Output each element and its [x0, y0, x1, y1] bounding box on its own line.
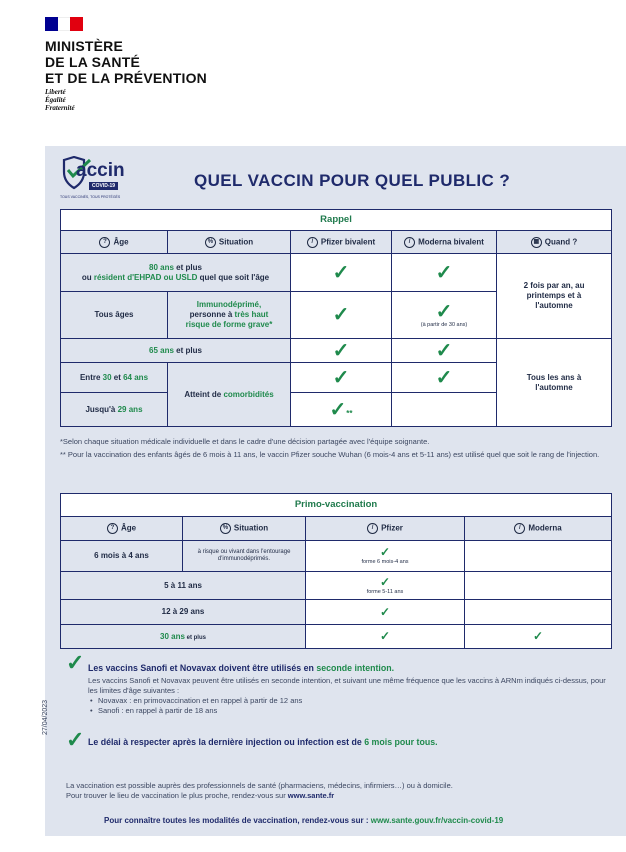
bullet-title [88, 737, 438, 747]
logo-tagline: TOUS VACCINÉS, TOUS PROTÉGÉS [60, 195, 121, 199]
moderna-cell [392, 292, 497, 339]
check-icon: ✓ [379, 545, 391, 559]
pfizer-cell [291, 393, 392, 427]
header-label: Moderna bivalent [418, 237, 484, 247]
motto-line: Fraternité [45, 104, 75, 112]
moderna-cell [392, 363, 497, 393]
primo-row3-age: 12 à 29 ans [61, 600, 306, 625]
pfizer-cell [291, 339, 392, 363]
text-part: Immunodéprimé, [196, 300, 262, 309]
footnote-ref: ** [346, 408, 353, 418]
text-part: personne à [189, 310, 235, 319]
ministry-line: DE LA SANTÉ [45, 54, 141, 70]
header-label: Situation [218, 237, 254, 247]
sante-fr-link[interactable]: www.sante.fr [287, 791, 335, 800]
contact-info [66, 781, 453, 801]
age-value: 80 ans [149, 262, 174, 272]
header-label: Pfizer [381, 523, 403, 533]
moderna-note: (à partir de 30 ans) [420, 321, 468, 328]
text-highlight: risque de forme grave* [185, 320, 273, 329]
quand-cell [497, 339, 612, 427]
text-part: Les vaccins Sanofi et Novavax doivent être utilisés en [88, 663, 317, 673]
syringe-icon: / [404, 237, 415, 248]
text-highlight: 6 mois pour tous. [364, 737, 438, 747]
text-part: Jusqu'à [85, 404, 118, 414]
header-label: Âge [120, 523, 137, 533]
age-value: 65 ans [149, 345, 174, 355]
bottom-info [104, 816, 503, 825]
check-icon: ✓ [332, 339, 350, 362]
moderna-cell [392, 339, 497, 363]
moderna-cell [465, 572, 612, 600]
check-icon: ✓ [379, 629, 391, 643]
text-highlight: très haut [234, 310, 269, 319]
age-icon: ? [99, 237, 110, 248]
rappel-row3-public [61, 339, 291, 363]
header-moderna [465, 517, 612, 541]
header-moderna [392, 231, 497, 254]
primo-row2-age: 5 à 11 ans [61, 572, 306, 600]
syringe-icon: / [307, 237, 318, 248]
age-rest: et plus [173, 262, 202, 272]
pfizer-cell [306, 625, 465, 649]
check-icon: ✓ [532, 629, 544, 643]
header-pfizer [306, 517, 465, 541]
check-icon: ✓ [435, 261, 453, 284]
logo-badge: COVID-19 [89, 182, 118, 190]
check-icon: ✓ [379, 604, 391, 619]
age-value: 64 ans [123, 372, 149, 382]
situation-icon: % [205, 237, 216, 248]
logo-word: accin [76, 160, 125, 181]
pfizer-cell [291, 363, 392, 393]
contact-line: La vaccination est possible auprès des professionnels de santé (pharmaciens, médecins, infirmiers…) ou à domicile. [66, 781, 453, 790]
primo-table [60, 493, 612, 649]
check-icon: ✓ [329, 398, 347, 421]
header-quand [497, 231, 612, 254]
pfizer-cell [306, 541, 465, 572]
text-part: Entre [79, 372, 103, 382]
text-part: Pour trouver le lieu de vaccination le plus proche, rendez-vous sur [66, 791, 288, 800]
vaccin-covid-link[interactable]: www.sante.gouv.fr/vaccin-covid-19 [370, 816, 504, 825]
check-icon: ✓ [332, 366, 350, 389]
header-age [61, 517, 183, 541]
ministry-line: MINISTÈRE [45, 38, 124, 54]
check-icon: ✓ [66, 650, 85, 675]
pfizer-note: forme 6 mois-4 ans [361, 559, 409, 565]
vaccin-covid-logo [60, 156, 130, 206]
document-date: 27/04/2023 [42, 699, 49, 735]
text-highlight: comorbidités [223, 389, 274, 399]
text-part: Pour connaître toutes les modalités de vaccination, rendez-vous sur : [104, 816, 371, 825]
moderna-cell [392, 254, 497, 292]
pfizer-cell [306, 572, 465, 600]
republic-motto [45, 88, 75, 112]
header-situation [183, 517, 306, 541]
text-part: et [111, 372, 124, 382]
rappel-row2-situation [168, 292, 291, 339]
pfizer-note: forme 5-11 ans [366, 588, 404, 595]
text-part: Atteint de [184, 389, 224, 399]
pfizer-cell [291, 254, 392, 292]
body-text: Les vaccins Sanofi et Novavax peuvent être utilisés en seconde intention, et suivant une même fréquence que les vaccins à ARNm indiqués ci-dessus, pour les limites d'âge suivantes : [88, 676, 606, 695]
page-title: QUEL VACCIN POUR QUEL PUBLIC ? [194, 171, 511, 190]
check-icon: ✓ [435, 366, 453, 389]
text-part: Le délai à respecter après la dernière injection ou infection est de [88, 737, 365, 747]
primo-row4-age [61, 625, 306, 649]
comorbidity-cell [168, 363, 291, 427]
ministry-name [45, 38, 207, 86]
age-value: 30 ans [160, 631, 185, 641]
quand-text: Tous les ans à l'automne [526, 372, 582, 392]
bullet-body [88, 676, 613, 716]
age-value: 29 ans [117, 404, 143, 414]
header-pfizer [291, 231, 392, 254]
check-icon: ✓ [332, 304, 350, 326]
header-age [61, 231, 168, 254]
header-label: Quand ? [544, 237, 578, 247]
pfizer-cell [291, 292, 392, 339]
primo-row1-age: 6 mois à 4 ans [61, 541, 183, 572]
republic-flag [45, 17, 83, 31]
check-icon: ✓ [379, 574, 391, 589]
quand-text: 2 fois par an, au printemps et à l'automne [523, 281, 585, 310]
text-highlight: résident d'EHPAD ou USLD [93, 272, 198, 282]
quand-cell [497, 254, 612, 339]
rappel-row2-age: Tous âges [61, 292, 168, 339]
age-rest: et plus [173, 345, 202, 355]
rappel-table [60, 209, 612, 427]
moderna-cell [392, 393, 497, 427]
motto-line: Liberté [45, 88, 66, 96]
primo-section-title: Primo-vaccination [61, 494, 612, 517]
contact-line [66, 791, 453, 801]
text-part: ou [81, 272, 94, 282]
pfizer-cell [306, 600, 465, 625]
check-icon: ✓ [332, 261, 350, 284]
situation-icon: % [220, 523, 231, 534]
rappel-row4-age [61, 363, 168, 393]
motto-line: Égalité [45, 96, 66, 104]
calendar-icon: ▦ [531, 237, 542, 248]
text-part: quel que soit l'âge [197, 272, 270, 282]
header-label: Pfizer bivalent [320, 237, 376, 247]
header-label: Âge [113, 237, 129, 247]
check-icon: ✓ [66, 727, 85, 752]
list-item: • Novavax : en primovaccination et en rappel à partir de 12 ans [88, 696, 613, 706]
header-label: Moderna [528, 523, 562, 533]
primo-row1-situation: à risque ou vivant dans l'entourage d'immunodéprimés. [183, 541, 306, 572]
rappel-row5-age [61, 393, 168, 427]
header-label: Situation [233, 523, 269, 533]
moderna-cell [465, 625, 612, 649]
age-icon: ? [107, 523, 118, 534]
moderna-cell [465, 600, 612, 625]
check-icon: ✓ [435, 300, 453, 323]
footnote-1: *Selon chaque situation médicale individuelle et dans le cadre d'une décision partagée avec l'équipe soignante. [60, 437, 430, 446]
moderna-cell [465, 541, 612, 572]
syringe-icon: / [367, 523, 378, 534]
list-item: • Sanofi : en rappel à partir de 18 ans [88, 706, 613, 716]
rappel-section-title: Rappel [61, 210, 612, 231]
footnote-2: ** Pour la vaccination des enfants âgés de 6 mois à 11 ans, le vaccin Pfizer souche Wuhan (6 mois-4 ans et 5-11 ans) est utilisé quel que soit le rang de l'injection. [60, 450, 600, 459]
age-rest: et plus [184, 634, 206, 641]
ministry-line: ET DE LA PRÉVENTION [45, 70, 207, 86]
bullet-title [88, 663, 394, 673]
syringe-icon: / [514, 523, 525, 534]
check-icon: ✓ [435, 339, 453, 362]
rappel-row1-public [61, 254, 291, 292]
age-value: 30 [102, 372, 112, 382]
header-situation [168, 231, 291, 254]
text-highlight: seconde intention. [316, 663, 395, 673]
